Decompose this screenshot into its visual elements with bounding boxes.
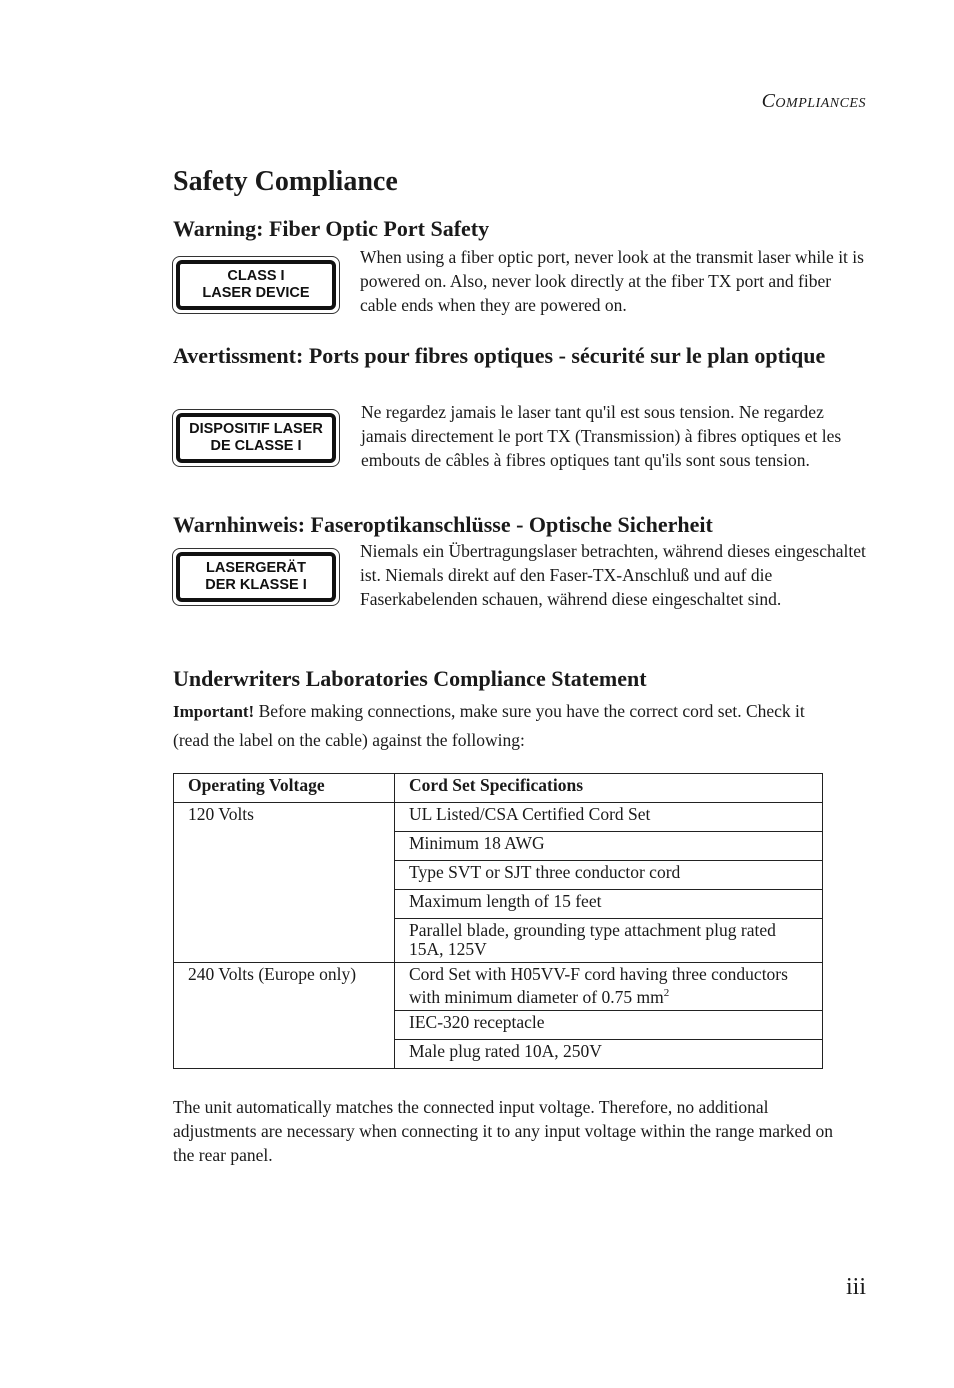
spec-cell: IEC-320 receptacle — [395, 1010, 823, 1039]
heading-ul-compliance: Underwriters Laboratories Compliance Statement — [173, 666, 647, 691]
heading-fiber-optic-warning: Warning: Fiber Optic Port Safety — [173, 216, 490, 241]
spec-cell: UL Listed/CSA Certified Cord Set — [395, 803, 823, 832]
french-warning-text: Ne regardez jamais le laser tant qu'il est sous tension. Ne regardez jamais directement le port TX (Transmission) à fibres optiques et les embouts de câbles à fibres optiques tant qu'ils sont sous tension. — [361, 402, 842, 470]
table-row — [174, 803, 823, 832]
table-row — [174, 963, 823, 1011]
laser-label-line2: DER KLASSE I — [205, 577, 307, 593]
spec-cell: Parallel blade, grounding type attachment plug rated 15A, 125V — [395, 919, 823, 963]
german-warning-text: Niemals ein Übertragungslaser betrachten, während dieses eingeschaltet ist. Niemals direkt auf den Faser-TX-Anschluß und auf die Faserkabelenden schauen, während diese eingeschaltet sind. — [360, 541, 866, 609]
spec-cell: Minimum 18 AWG — [395, 832, 823, 861]
laser-label-line1: LASERGERÄT — [206, 560, 306, 576]
laser-label-line1: DISPOSITIF LASER — [189, 421, 323, 437]
table-header-row — [174, 774, 823, 803]
voltage-cell: 240 Volts (Europe only) — [174, 963, 395, 1069]
lasergeraet-label — [172, 548, 340, 606]
spec-cell: Type SVT or SJT three conductor cord — [395, 861, 823, 890]
important-text: Before making connections, make sure you have the correct cord set. Check it (read the label on the cable) against the following: — [173, 701, 805, 750]
spec-cell: Male plug rated 10A, 250V — [395, 1039, 823, 1068]
spec-text: Cord Set with H05VV-F cord having three conductors with minimum diameter of 0.75 mm — [409, 964, 788, 1007]
cord-set-table — [173, 773, 823, 1069]
voltage-cell: 120 Volts — [174, 803, 395, 963]
heading-german-warning: Warnhinweis: Faseroptikanschlüsse - Optische Sicherheit — [173, 512, 713, 537]
laser-label-line1: CLASS I — [227, 268, 285, 284]
spec-cell: Maximum length of 15 feet — [395, 890, 823, 919]
laser-label-frame — [176, 413, 336, 463]
spec-cell — [395, 963, 823, 1011]
closing-paragraph: The unit automatically matches the connected input voltage. Therefore, no additional adjustments are necessary when connecting it to any input voltage within the range marked on the rear panel. — [173, 1097, 833, 1165]
important-note — [173, 697, 838, 754]
laser-label-frame — [176, 260, 336, 310]
page-title: Safety Compliance — [173, 166, 398, 197]
page-number: iii — [845, 1274, 866, 1300]
superscript-two: 2 — [663, 987, 670, 999]
col-header-specs: Cord Set Specifications — [395, 774, 823, 803]
class-i-laser-label — [172, 256, 340, 314]
important-label: Important! — [173, 702, 255, 721]
heading-french-warning: Avertissment: Ports pour fibres optiques - sécurité sur le plan optique — [173, 343, 826, 368]
running-head: Compliances — [761, 90, 866, 112]
laser-label-line2: DE CLASSE I — [210, 438, 302, 454]
col-header-voltage: Operating Voltage — [174, 774, 395, 803]
dispositif-laser-label — [172, 409, 340, 467]
laser-label-line2: LASER DEVICE — [202, 285, 310, 301]
fiber-optic-warning-text: When using a fiber optic port, never look at the transmit laser while it is powered on. Also, never look directly at the fiber TX port and fiber cable ends when they are powered on. — [360, 247, 864, 315]
laser-label-frame — [176, 552, 336, 602]
